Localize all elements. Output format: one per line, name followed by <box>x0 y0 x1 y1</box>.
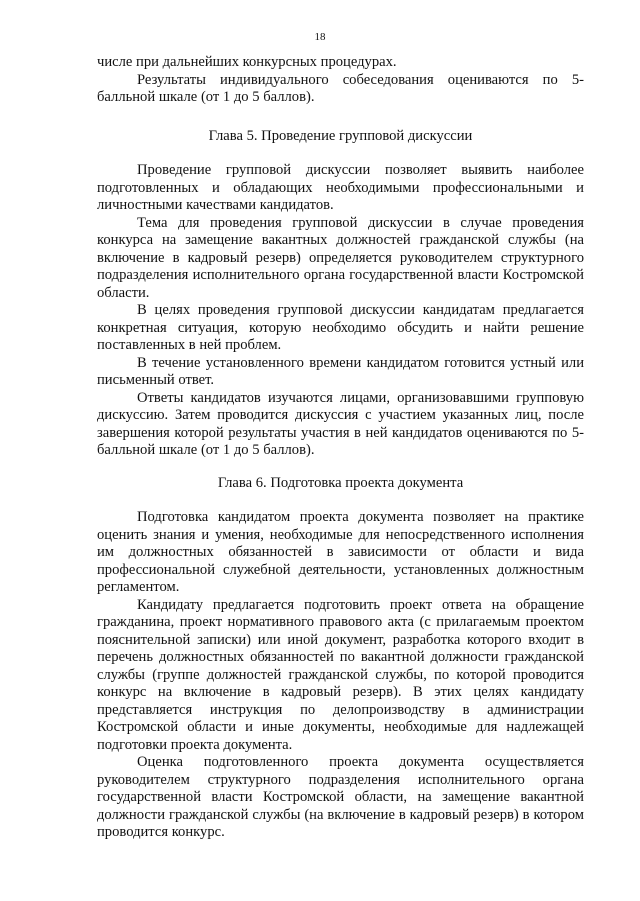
chapter-5-heading: Глава 5. Проведение групповой дискуссии <box>208 128 473 144</box>
paragraph: числе при дальнейших конкурсных процедурах. <box>97 54 397 70</box>
paragraph: В течение установленного времени кандидатом готовится устный или письменный ответ. <box>97 354 584 388</box>
paragraph: Проведение групповой дискуссии позволяет выявить наиболее подготовленных и обладающих необходимыми профессиональными и личностными качествами кандидатов. <box>97 162 584 213</box>
paragraph: Результаты индивидуального собеседования оцениваются по 5-балльной шкале (от 1 до 5 баллов). <box>97 71 584 105</box>
chapter-5-body <box>97 162 584 460</box>
paragraph: Подготовка кандидатом проекта документа позволяет на практике оценить знания и умения, необходимые для непосредственного исполнения им должностных обязанностей в зависимости от области и вида профессиональной служебной деятельности, установленных должностным регламентом. <box>97 509 584 595</box>
paragraph: Оценка подготовленного проекта документа осуществляется руководителем структурного подразделения исполнительного органа государственной власти Костромской области, на замещение вакантной должности гражданской службы (на включение в кадровый резерв) в котором проводится конкурс. <box>97 754 584 840</box>
top-text-block <box>97 54 584 107</box>
page-number: 18 <box>314 31 326 43</box>
paragraph: Кандидату предлагается подготовить проект ответа на обращение гражданина, проект нормативного правового акта (с прилагаемым проектом пояснительной записки) или иной документ, разработка которого входит в перечень должностных обязанностей по вакантной должности гражданской службы (группе должностей гражданской службы, по которой проводится конкурс на включение в кадровый резерв). В этих целях кандидату представляется инструкция по делопроизводству в администрации Костромской области и иные документы, необходимые для надлежащей подготовки проекта документа. <box>97 596 584 753</box>
chapter-6-heading: Глава 6. Подготовка проекта документа <box>217 475 464 491</box>
paragraph: В целях проведения групповой дискуссии кандидатам предлагается конкретная ситуация, которую необходимо обсудить и найти решение поставленных в ней проблем. <box>97 302 584 353</box>
paragraph: Тема для проведения групповой дискуссии в случае проведения конкурса на замещение вакантных должностей гражданской службы (на включение в кадровый резерв) определяется руководителем структурного подразделения исполнительного органа государственной власти Костромской области. <box>97 214 584 301</box>
chapter-6-body <box>97 509 584 842</box>
paragraph: Ответы кандидатов изучаются лицами, организовавшими групповую дискуссию. Затем проводится дискуссия с участием указанных лиц, после завершения которой результаты участия в ней кандидатов оцениваются по 5-балльной шкале (от 1 до 5 баллов). <box>97 389 584 458</box>
